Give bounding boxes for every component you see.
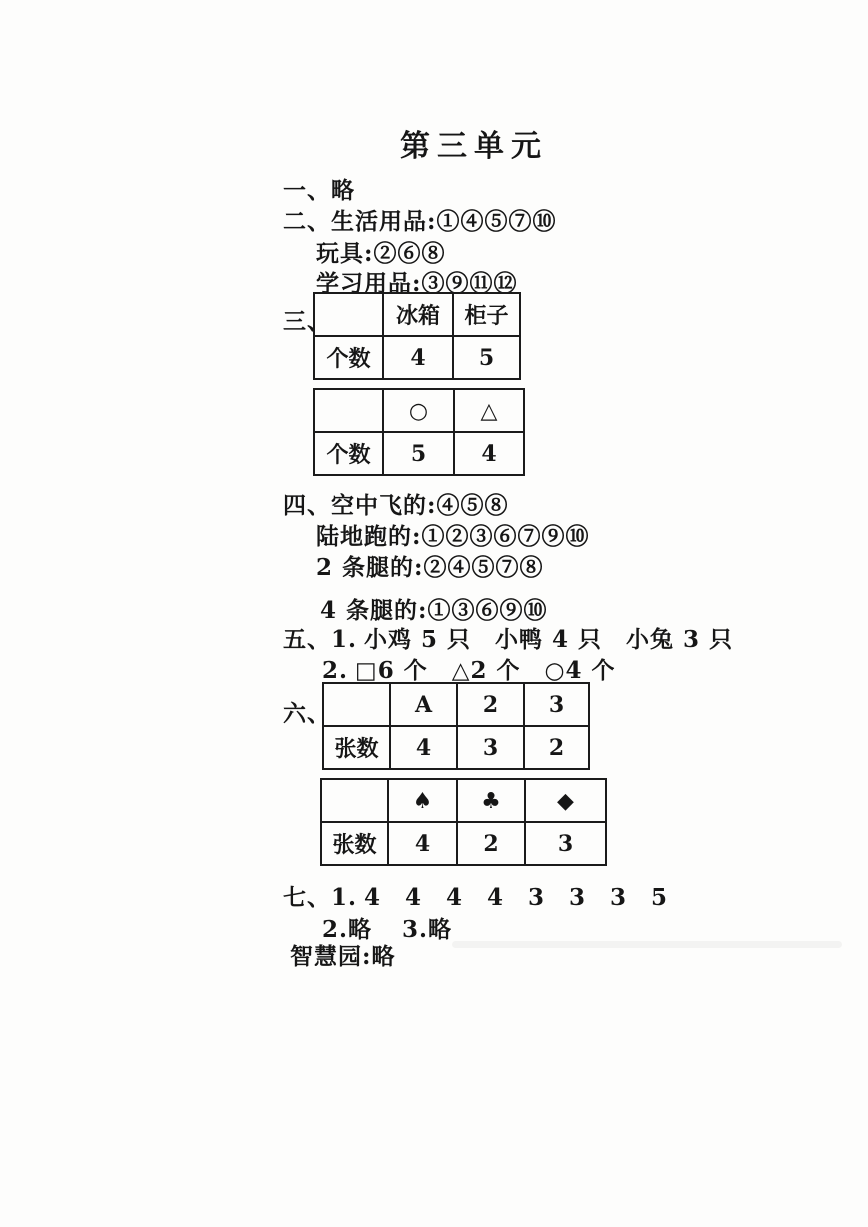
t3-blank-header-cell	[323, 683, 390, 726]
section-4-label: 四、	[283, 492, 331, 519]
t3-header-two: 2	[457, 683, 524, 726]
scan-smudge-artifact	[452, 941, 842, 948]
t2-value-circle: 5	[383, 432, 454, 475]
section-7-item-2: 2.略	[322, 916, 373, 943]
section-7-answer-sequence: 4 4 4 4 3 3 3 5	[364, 884, 669, 911]
t3-header-three: 3	[524, 683, 589, 726]
table-row	[314, 432, 524, 475]
section-1-text: 略	[331, 177, 355, 204]
section-7-item-3: 3.略	[402, 916, 453, 943]
circle-icon: ○	[383, 389, 454, 432]
t4-value-diamond: 3	[525, 822, 606, 865]
t4-value-spade: 4	[388, 822, 457, 865]
section-4-line-2	[316, 518, 590, 551]
t4-blank-header-cell	[321, 779, 388, 822]
table-row	[321, 779, 606, 822]
table-card-values	[322, 682, 590, 770]
section-2-label: 二、	[283, 208, 331, 235]
section-4-answer-four-legs: 4 条腿的:①③⑥⑨⑩	[320, 597, 548, 624]
section-5-label: 五、	[283, 626, 331, 653]
table-row	[323, 726, 589, 769]
t3-value-ace: 4	[390, 726, 457, 769]
table-fridge-cabinet	[313, 292, 521, 380]
section-2-answer-daily-goods: 生活用品:①④⑤⑦⑩	[331, 208, 557, 235]
t2-blank-header-cell	[314, 389, 383, 432]
spade-icon: ♠	[388, 779, 457, 822]
t1-value-cabinet: 5	[453, 336, 520, 379]
section-7-line-1	[283, 879, 668, 912]
table-row	[314, 336, 520, 379]
section-5-answer-shapes: □6 个 △2 个 ○4 个	[355, 657, 616, 684]
section-2-answer-toys: 玩具:②⑥⑧	[316, 240, 446, 267]
section-5-item-2-number: 2.	[322, 657, 349, 684]
table-circle-triangle	[313, 388, 525, 476]
t4-value-club: 2	[457, 822, 525, 865]
table-row	[323, 683, 589, 726]
section-4-answer-two-legs: 2 条腿的:②④⑤⑦⑧	[316, 554, 544, 581]
section-4-answer-run: 陆地跑的:①②③⑥⑦⑨⑩	[316, 523, 590, 550]
section-4-line-3	[316, 549, 544, 582]
section-1-line	[283, 172, 355, 205]
section-5-answer-animals: 小鸡 5 只 小鸭 4 只 小兔 3 只	[364, 626, 734, 653]
t1-row-label-count: 个数	[314, 336, 383, 379]
t1-value-fridge: 4	[383, 336, 453, 379]
t2-row-label-count: 个数	[314, 432, 383, 475]
t4-row-label-count: 张数	[321, 822, 388, 865]
section-5-line-1	[283, 621, 733, 654]
t1-header-cabinet: 柜子	[453, 293, 520, 336]
section-7-label: 七、	[283, 884, 331, 911]
t1-header-fridge: 冰箱	[383, 293, 453, 336]
t3-row-label-count: 张数	[323, 726, 390, 769]
section-1-label: 一、	[283, 177, 331, 204]
triangle-icon: △	[454, 389, 524, 432]
t3-value-three: 2	[524, 726, 589, 769]
section-4-answer-fly: 空中飞的:④⑤⑧	[331, 492, 509, 519]
t1-blank-header-cell	[314, 293, 383, 336]
section-2-line-1	[283, 203, 557, 236]
table-row	[321, 822, 606, 865]
section-2-answer-school-supplies: 学习用品:③⑨⑪⑫	[316, 270, 518, 297]
club-icon: ♣	[457, 779, 525, 822]
t3-value-two: 3	[457, 726, 524, 769]
section-4-line-1	[283, 487, 509, 520]
diamond-icon: ◆	[525, 779, 606, 822]
section-6-label: 六、	[283, 700, 331, 727]
section-5-item-1-number: 1.	[331, 626, 358, 653]
t3-header-ace: A	[390, 683, 457, 726]
page-title: 第三单元	[400, 129, 548, 164]
section-3-label: 三、	[283, 308, 331, 335]
table-row	[314, 293, 520, 336]
wisdom-garden-line: 智慧园:略	[290, 943, 396, 970]
t2-value-triangle: 4	[454, 432, 524, 475]
section-2-line-2	[316, 235, 446, 268]
section-5-line-2	[322, 652, 616, 685]
table-row	[314, 389, 524, 432]
table-card-suits	[320, 778, 607, 866]
section-7-item-1-number: 1.	[331, 884, 358, 911]
